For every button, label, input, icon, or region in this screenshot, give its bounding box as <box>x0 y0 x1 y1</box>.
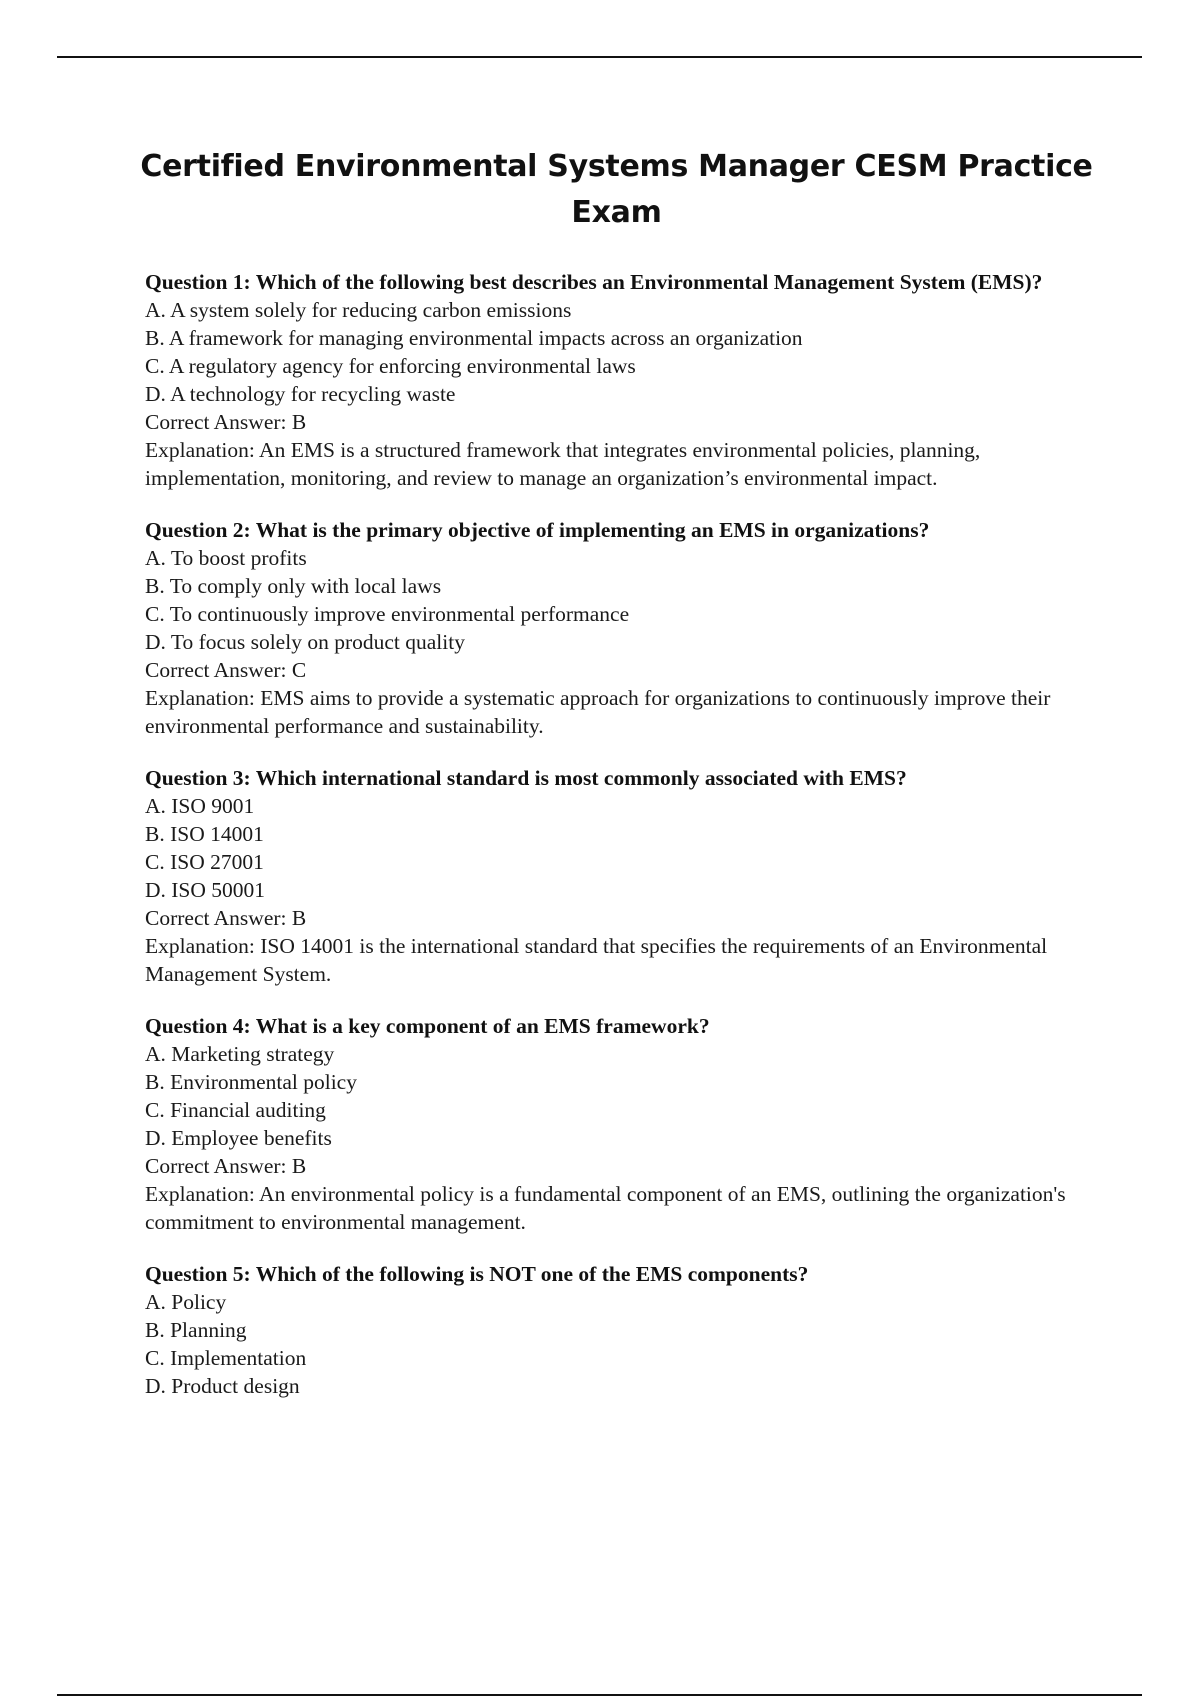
question-text: Question 2: What is the primary objective of implementing an EMS in organizations? <box>145 518 930 542</box>
question-block-1 <box>145 268 1100 492</box>
option-b: B. ISO 14001 <box>145 822 264 846</box>
option-d: D. To focus solely on product quality <box>145 630 465 654</box>
option-c: C. To continuously improve environmental performance <box>145 602 630 626</box>
option-b: B. To comply only with local laws <box>145 574 442 598</box>
option-a: A. Marketing strategy <box>145 1042 335 1066</box>
page-title: Certified Environmental Systems Manager CESM Practice Exam <box>140 149 1093 230</box>
explanation: Explanation: An EMS is a structured framework that integrates environmental policies, planning, implementation, monitoring, and review to manage an organization’s environmental impact. <box>145 438 981 490</box>
option-c: C. Financial auditing <box>145 1098 326 1122</box>
explanation: Explanation: An environmental policy is a fundamental component of an EMS, outlining the organization's commitment to environmental management. <box>145 1182 1066 1234</box>
question-block-5 <box>145 1260 1100 1400</box>
option-c: C. A regulatory agency for enforcing environmental laws <box>145 354 636 378</box>
question-text: Question 5: Which of the following is NOT one of the EMS components? <box>145 1262 809 1286</box>
header-rule <box>57 56 1142 58</box>
option-c: C. Implementation <box>145 1346 307 1370</box>
explanation: Explanation: EMS aims to provide a systematic approach for organizations to continuously improve their environmental performance and sustainability. <box>145 686 1051 738</box>
option-b: B. Planning <box>145 1318 247 1342</box>
correct-answer: Correct Answer: B <box>145 906 307 930</box>
question-block-3 <box>145 764 1100 988</box>
option-d: D. Employee benefits <box>145 1126 332 1150</box>
option-c: C. ISO 27001 <box>145 850 264 874</box>
option-a: A. Policy <box>145 1290 227 1314</box>
option-b: B. Environmental policy <box>145 1070 357 1094</box>
question-block-4 <box>145 1012 1100 1236</box>
option-b: B. A framework for managing environmental impacts across an organization <box>145 326 803 350</box>
question-block-2 <box>145 516 1100 740</box>
correct-answer: Correct Answer: C <box>145 658 307 682</box>
option-a: A. To boost profits <box>145 546 307 570</box>
correct-answer: Correct Answer: B <box>145 1154 307 1178</box>
question-list <box>145 268 1100 1424</box>
question-text: Question 3: Which international standard is most commonly associated with EMS? <box>145 766 907 790</box>
option-a: A. ISO 9001 <box>145 794 255 818</box>
correct-answer: Correct Answer: B <box>145 410 307 434</box>
question-text: Question 1: Which of the following best describes an Environmental Management System (EMS)? <box>145 270 1043 294</box>
option-d: D. A technology for recycling waste <box>145 382 456 406</box>
explanation: Explanation: ISO 14001 is the international standard that specifies the requirements of an Environmental Management System. <box>145 934 1048 986</box>
question-text: Question 4: What is a key component of an EMS framework? <box>145 1014 710 1038</box>
option-d: D. Product design <box>145 1374 300 1398</box>
option-a: A. A system solely for reducing carbon emissions <box>145 298 572 322</box>
option-d: D. ISO 50001 <box>145 878 266 902</box>
footer-rule <box>57 1694 1142 1696</box>
